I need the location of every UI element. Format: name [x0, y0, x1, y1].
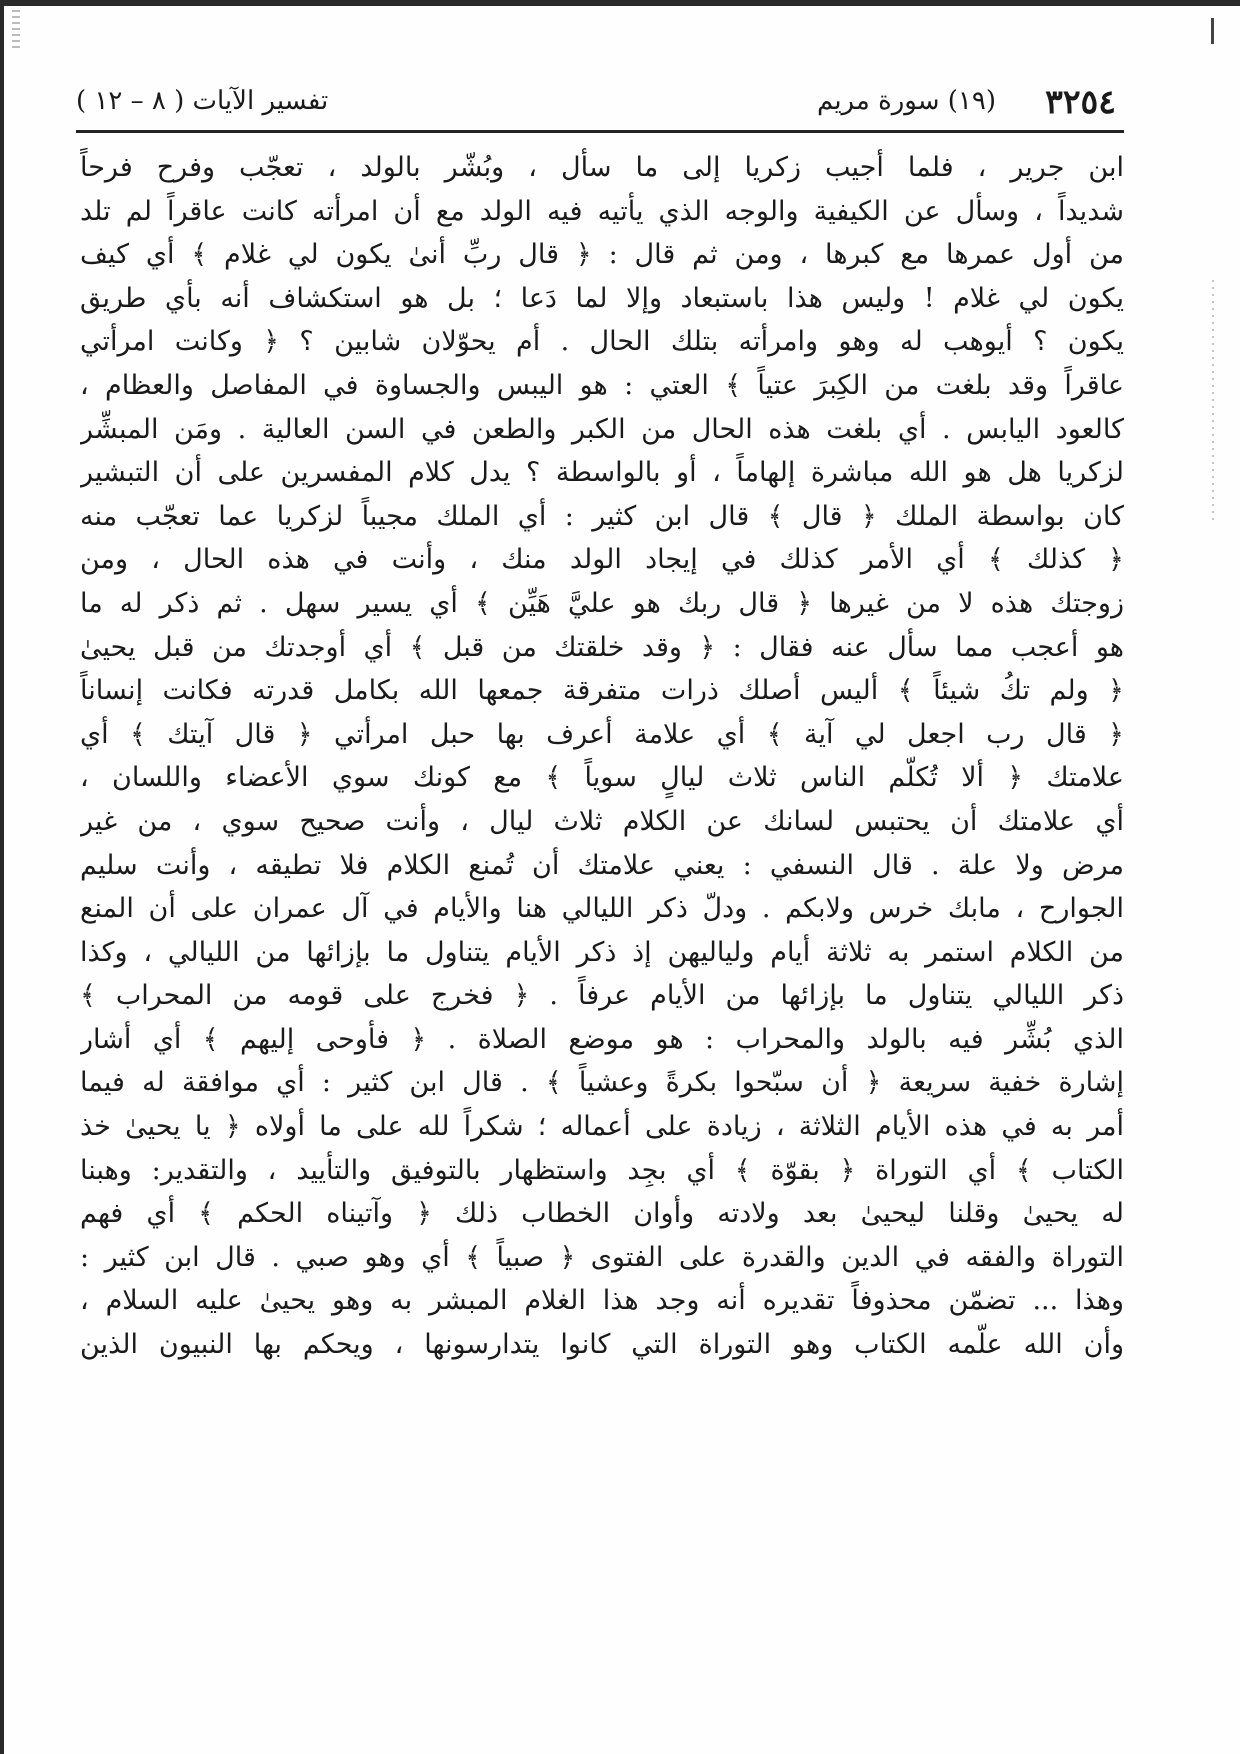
- text-line: أي علامتك أن يحتبس لسانك عن الكلام ثلاث ليال ، وأنت صحيح سوي ، من غير: [80, 805, 1124, 837]
- header-rule: [76, 130, 1124, 133]
- text-line: هو أعجب مما سأل عنه فقال : ﴿ وقد خلقتك من قبل ﴾ أي أوجدتك من قبل يحيىٰ: [80, 631, 1124, 663]
- page-number: ٣٢٥٤: [1045, 82, 1116, 121]
- text-line: مرض ولا علة . قال النسفي : يعني علامتك أن تُمنع الكلام فلا تطيقه ، وأنت سليم: [80, 849, 1124, 881]
- text-line: شديداً ، وسأل عن الكيفية والوجه الذي يأتيه فيه الولد مع أن امرأته كانت عاقراً لم تلد: [80, 195, 1124, 227]
- running-header: [76, 76, 1116, 136]
- text-line: ذكر الليالي يتناول ما بإزائها من الأيام عرفاً . ﴿ فخرج على قومه من المحراب ﴾: [80, 980, 1124, 1012]
- text-line: لزكريا هل هو الله مباشرة إلهاماً ، أو بالواسطة ؟ يدل كلام المفسرين على أن التبشير: [80, 457, 1124, 489]
- text-line: يكون لي غلام ! وليس هذا باستبعاد وإلا لما دَعا ؛ بل هو استكشاف أنه بأي طريق: [80, 282, 1124, 314]
- surah-title: (١٩) سورة مريم: [817, 86, 996, 116]
- text-line: إشارة خفية سريعة ﴿ أن سبّحوا بكرةً وعشياً ﴾ . قال ابن كثير : أي موافقة له فيما: [80, 1067, 1124, 1099]
- margin-dots: [1212, 280, 1214, 520]
- text-line: عاقراً وقد بلغت من الكِبرَ عتياً ﴾ العتي : هو اليبس والجساوة في المفاصل والعظام ،: [80, 369, 1124, 401]
- text-line: وهذا ... تضمّن محذوفاً تقديره أنه وجد هذا الغلام المبشر به وهو يحيىٰ عليه السلام ،: [80, 1285, 1124, 1317]
- text-line: كالعود اليابس . أي بلغت هذه الحال من الكبر والطعن في السن العالية . ومَن المبشِّر: [80, 413, 1124, 445]
- text-line: وأن الله علّمه الكتاب وهو التوراة التي كانوا يتدارسونها ، ويحكم بها النبيون الذين: [80, 1329, 1124, 1361]
- text-line: زوجتك هذه لا من غيرها ﴿ قال ربك هو عليَّ هَيِّن ﴾ أي يسير سهل . ثم ذكر له ما: [80, 587, 1124, 619]
- text-line: الذي بُشِّر فيه بالولد والمحراب : هو موضع الصلاة . ﴿ فأوحى إليهم ﴾ أي أشار: [80, 1023, 1124, 1055]
- text-line: له يحيىٰ وقلنا ليحيىٰ بعد ولادته وأوان الخطاب ذلك ﴿ وآتيناه الحكم ﴾ أي فهم: [80, 1198, 1124, 1230]
- text-line: ابن جرير ، فلما أجيب زكريا إلى ما سأل ، وبُشّر بالولد ، تعجّب وفرح فرحاً: [80, 152, 1124, 183]
- text-line: التوراة والفقه في الدين والقدرة على الفتوى ﴿ صبياً ﴾ أي وهو صبي . قال ابن كثير :: [80, 1241, 1124, 1273]
- text-line: يكون ؟ أيوهب له وهو وامرأته بتلك الحال . أم يحوّلان شابين ؟ ﴿ وكانت امرأتي: [80, 326, 1124, 358]
- text-line: كان بواسطة الملك ﴿ قال ﴾ قال ابن كثير : أي الملك مجيباً لزكريا عما تعجّب منه: [80, 500, 1124, 532]
- text-line: الجوارح ، مابك خرس ولابكم . ودلّ ذكر الليالي هنا والأيام في آل عمران على أن المنع: [80, 893, 1124, 925]
- text-line: ﴿ كذلك ﴾ أي الأمر كذلك في إيجاد الولد منك ، وأنت في هذه الحال ، ومن: [80, 544, 1124, 576]
- section-title: تفسير الآيات ( ٨ – ١٢ ): [76, 86, 329, 116]
- text-line: من الكلام استمر به ثلاثة أيام ولياليهن إذ ذكر الأيام يتناول ما بإزائها من الليالي ، وكذا: [80, 936, 1124, 968]
- scan-mark: [1211, 18, 1214, 44]
- text-line: ﴿ قال رب اجعل لي آية ﴾ أي علامة أعرف بها حبل امرأتي ﴿ قال آيتك ﴾ أي: [80, 718, 1124, 750]
- body-text: [80, 146, 1124, 1367]
- text-line: علامتك ﴿ ألا تُكلّم الناس ثلاث ليالٍ سوياً ﴾ مع كونك سوي الأعضاء واللسان ،: [80, 762, 1124, 794]
- text-line: من أول عمرها مع كبرها ، ومن ثم قال : ﴿ قال ربِّ أنىٰ يكون لي غلام ﴾ أي كيف: [80, 239, 1124, 271]
- scan-artifact: [12, 10, 20, 52]
- text-line: الكتاب ﴾ أي التوراة ﴿ بقوّة ﴾ أي بجِد واستظهار بالتوفيق والتأييد ، والتقدير: وهبنا: [80, 1154, 1124, 1186]
- scan-edge-top: [0, 0, 1240, 6]
- text-line: ﴿ ولم تكُ شيئاً ﴾ أليس أصلك ذرات متفرقة جمعها الله بكامل قدرته فكانت إنساناً: [80, 675, 1124, 707]
- scan-edge-left: [0, 0, 4, 1754]
- text-line: أمر به في هذه الأيام الثلاثة ، زيادة على أعماله ؛ شكراً لله على ما أولاه ﴿ يا يحيىٰ خذ: [80, 1111, 1124, 1143]
